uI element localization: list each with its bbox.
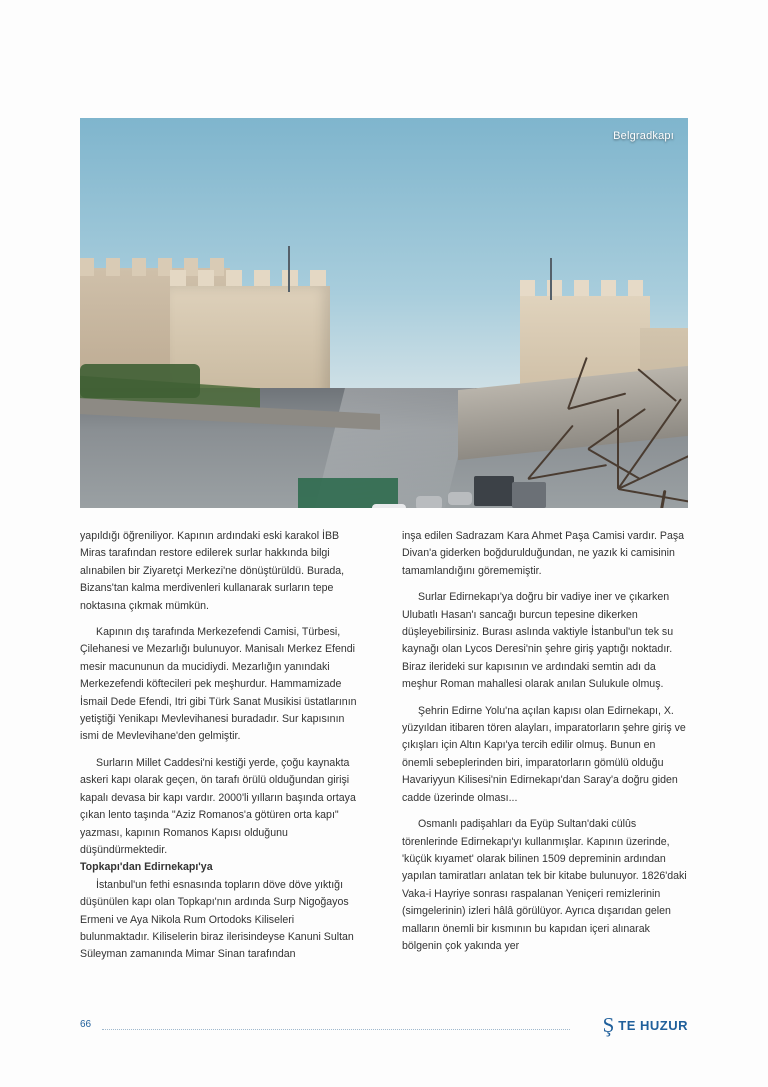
- section-subheading: Topkapı'dan Edirnekapı'ya: [80, 861, 213, 874]
- footer-divider: [102, 1029, 570, 1030]
- roadside-hedge: [80, 364, 200, 398]
- paragraph: Surlar Edirnekapı'ya doğru bir vadiye iner ve çıkarken Ulubatlı Hasan'ı sancağı burcun tepesine dikerken düşleyebilirsiniz. Burası aslında vaktiyle İstanbul'un tek su kaynağı olan Lycos Deresi'nin şehre giriş yaptığı noktadır. Biraz ilerideki sur kapısının ve ardındaki semtin adı da meşhur Roman mahallesi olarak anılan Sulukule olmuş.: [402, 591, 674, 691]
- page-footer: [80, 1013, 688, 1039]
- paragraph: Şehrin Edirne Yolu'na açılan kapısı olan Edirnekapı, X. yüzyıldan itibaren tören alayları, imparatorların şehre giriş ve çıkışları için Altın Kapı'ya tercih edilir olmuş. Bunun en önemli sebeplerinden biri, imparatorların gömülü olduğu Havariyyun Kilisesi'nin Edirnekapı'dan Saray'a doğru giden cadde üzerinde olması...: [402, 704, 686, 804]
- paragraph: Osmanlı padişahları da Eyüp Sultan'daki cülûs törenlerinde Edirnekapı'yı kullanmışlar. Kapının üzerinde, 'küçük kıyamet' olarak bilinen 1509 depreminin ardından yapılan tamiratları anlatan tek bir kitabe bulunuyor. 1826'daki Vaka-i Hayriye sonrası raspalanan Yeniçeri remizlerinin (simgelerinin) izleri hâlâ görülüyor. Ayrıca dışarıdan gelen malların önemli bir kısmının bu kapıdan içeri alınarak bölgenin çok yakında yer: [402, 818, 687, 952]
- page-number: 66: [80, 1019, 92, 1030]
- tower-left-crenellations: [170, 270, 330, 286]
- photo-city-walls: [80, 118, 688, 508]
- paragraph: Kapının dış tarafında Merkezefendi Camisi, Türbesi, Çilehanesi ve Mezarlığı bulunuyor. Manisalı Merkez Efendi mesir macununun da mucidiydi. Mezarlığın yanındaki Merkezefendi köftecileri pek meşhurdur. Hammamizade İsmail Dede Efendi, Itri gibi Türk Sanat Musikisi üstatlarının yetiştiği Yenikapı Mevlevihanesi buradadır. Sur kapısının ismi de Mevlevihane'den gelmiştir.: [80, 626, 357, 743]
- paragraph: Surların Millet Caddesi'ni kestiği yerde, çoğu kaynakta askeri kapı olarak geçen, ön tarafı örülü olduğundan girişi kapalı devasa bir kapı vardır. 2000'li yılların başında ortaya çıkan lento taşında "Aziz Romanos'a götüren orta kapı" yazması, kapının Romanos Kapısı olduğunu düşündürmektedir.: [80, 756, 356, 856]
- brand-name: TE HUZUR: [618, 1018, 688, 1033]
- car-white: [372, 504, 406, 508]
- tower-right-crenellations: [520, 280, 650, 296]
- flagpole-left: [288, 246, 290, 292]
- column-left: [80, 528, 366, 964]
- brand-mark-icon: Ş: [602, 1013, 615, 1037]
- photo-caption: Belgradkapı: [613, 130, 674, 142]
- paragraph: inşa edilen Sadrazam Kara Ahmet Paşa Camisi vardır. Paşa Divan'a giderken boğdurulduğundan, ne yazık ki camisinin tamamlandığını görememiştir.: [402, 530, 685, 577]
- article-body: [80, 528, 688, 964]
- paragraph: İstanbul'un fethi esnasında topların döve döve yıktığı düşünülen kapı olan Topkapı'nın ardında Surp Nigoğayos Ermeni ve Aya Nikola Rum Ortodoks Kiliseleri bulunmaktadır. Kiliselerin biraz ilerisindeyse Kanuni Sultan Süleyman zamanında Mimar Sinan tarafından: [80, 878, 354, 961]
- flagpole-right: [550, 258, 552, 300]
- column-right: [402, 528, 688, 964]
- car-grey: [416, 496, 442, 508]
- paragraph: yapıldığı öğreniliyor. Kapının ardındaki eski karakol İBB Miras tarafından restore edilerek surlar hakkında bilgi alınabilen bir Ziyaretçi Merkezi'ne dönüştürüldü. Burada, Bizans'tan kalma merdivenleri kullanarak surların tepe noktasına çıkmak mümkün.: [80, 530, 345, 612]
- bare-tree: [468, 328, 688, 508]
- brand-logo: [603, 1015, 688, 1036]
